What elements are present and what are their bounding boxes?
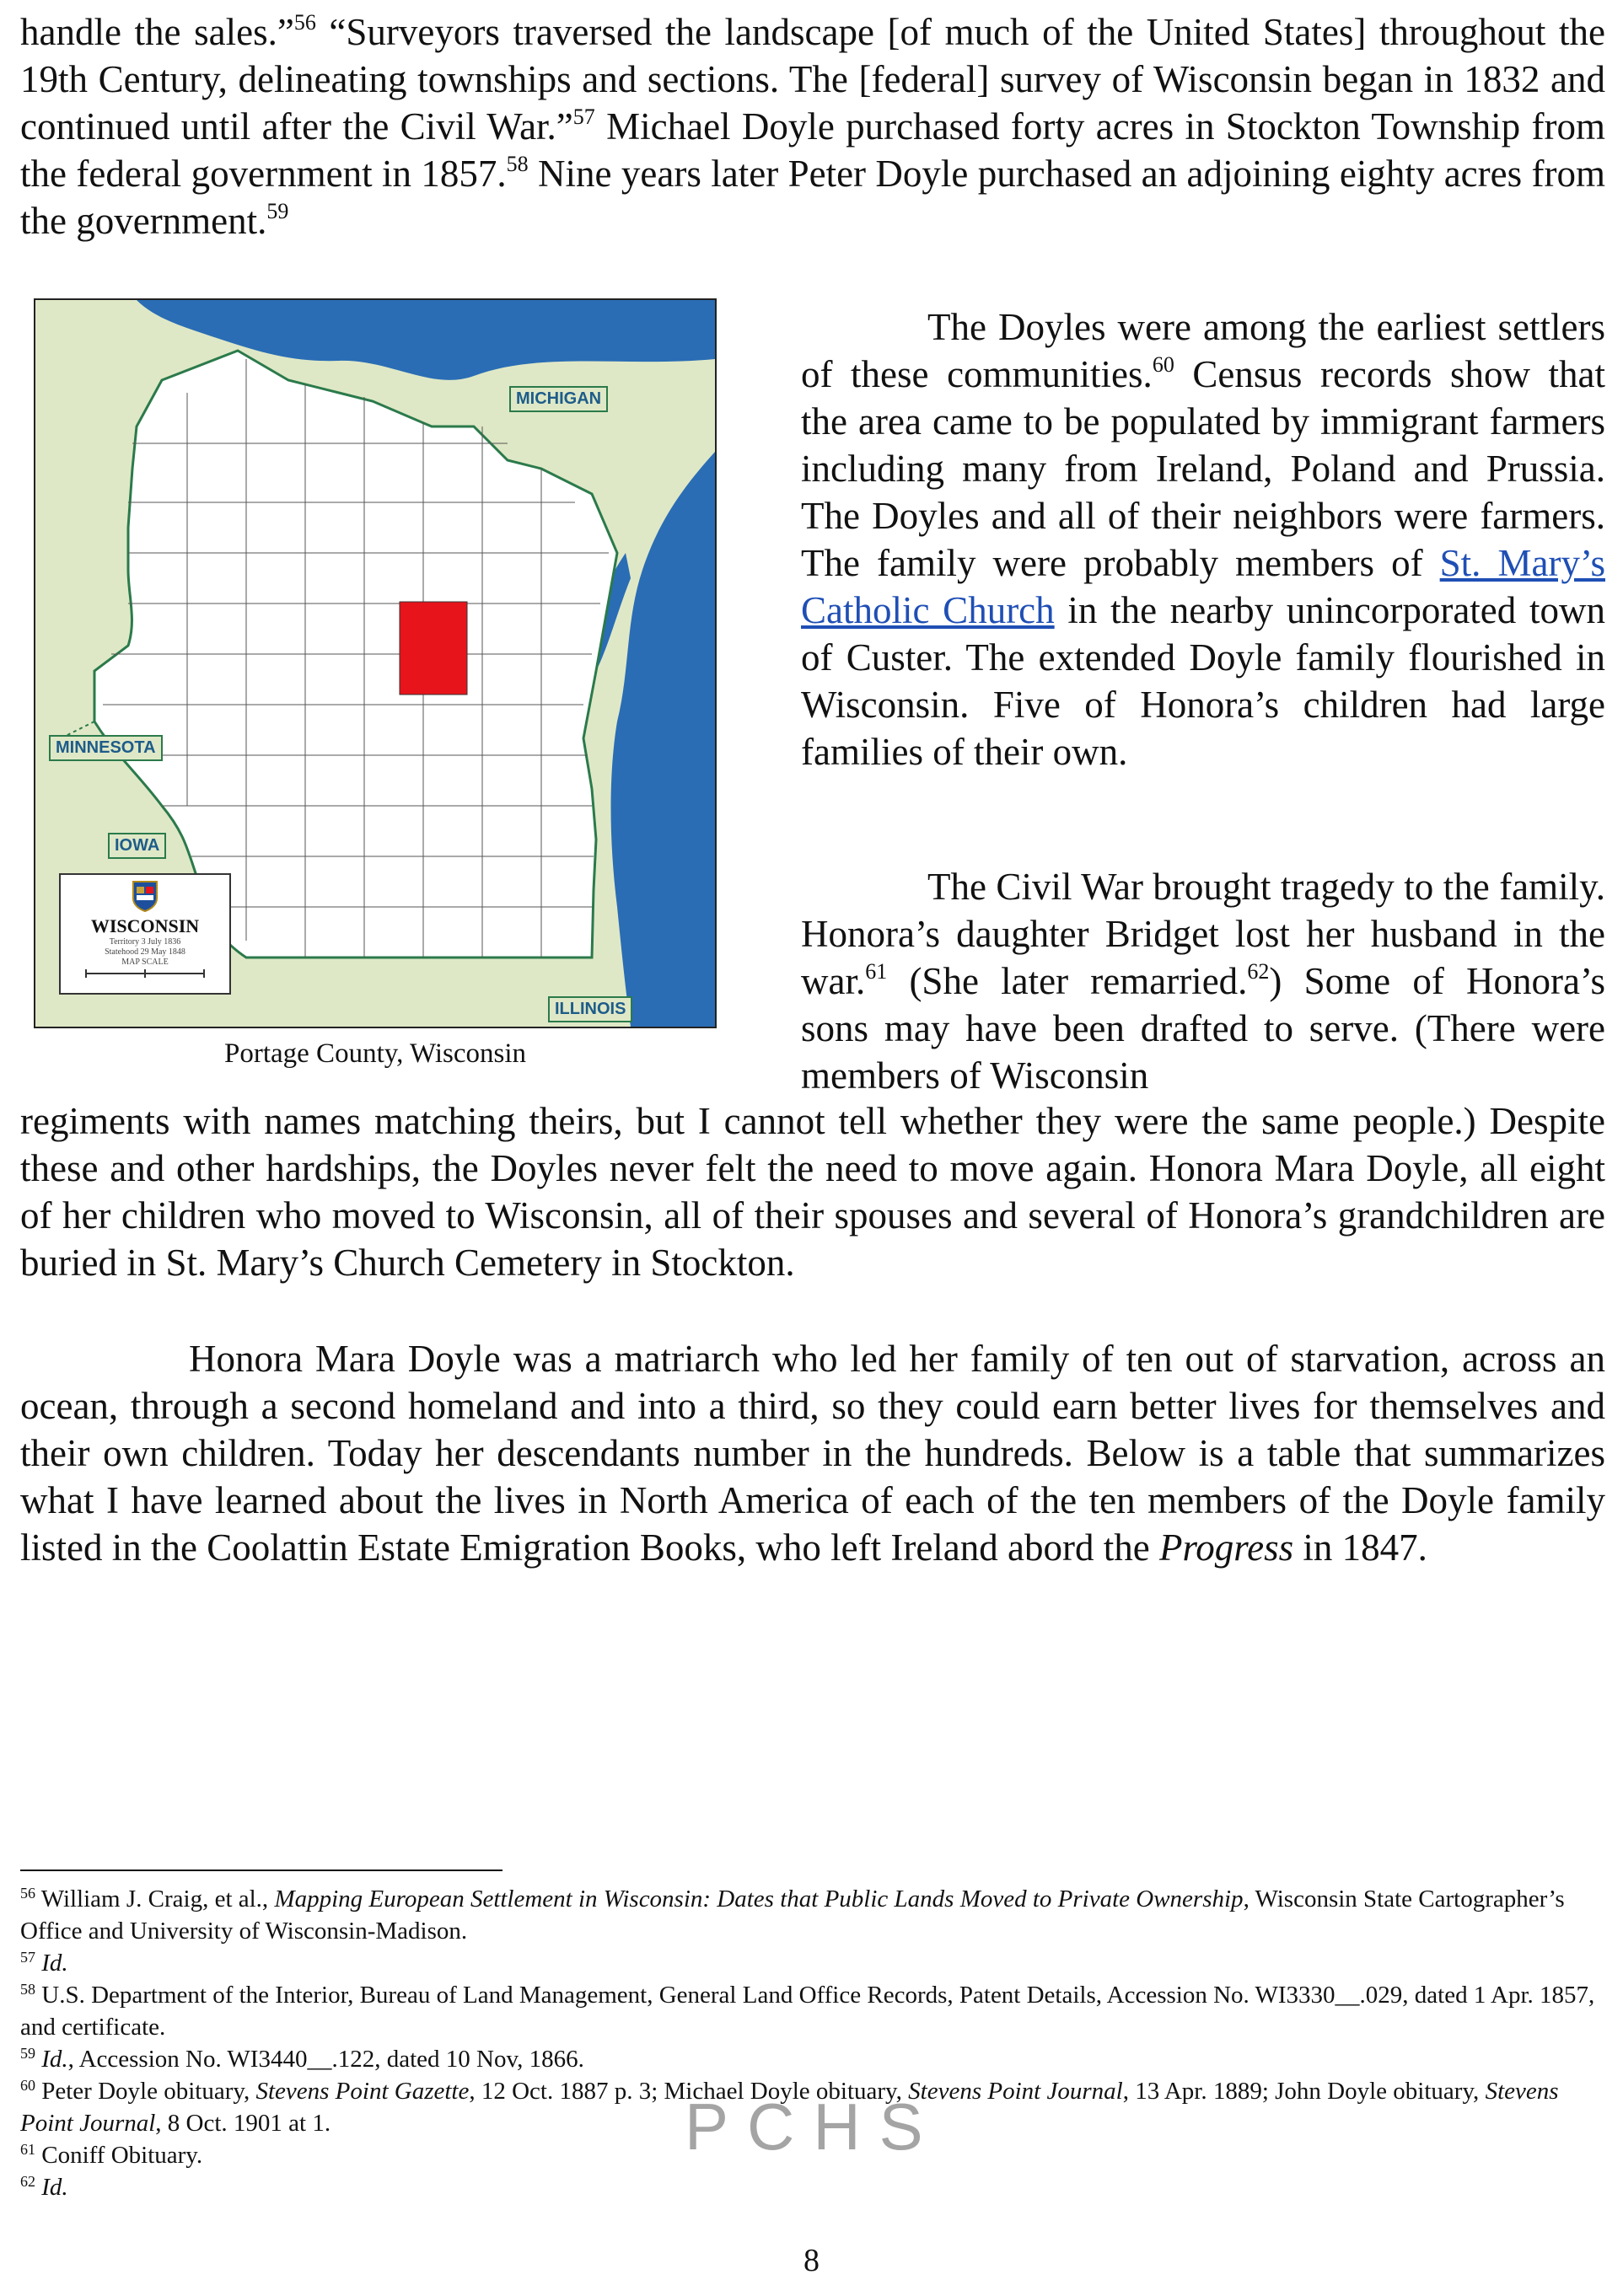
ship-name: Progress (1158, 1526, 1294, 1569)
footnote-ref-58[interactable]: 58 (506, 152, 529, 176)
footnote-title: Id. (41, 2046, 68, 2073)
legend-territory: Territory 3 July 1836 (109, 937, 181, 947)
paragraph-surveyors (20, 8, 1605, 244)
footnote-number: 60 (20, 2077, 35, 2094)
st-marys-church-link[interactable]: St. Mary’s Catholic Church (801, 542, 1605, 631)
footnote-text: Coniff Obituary. (41, 2142, 203, 2169)
footnote-ref-59[interactable]: 59 (266, 199, 289, 223)
footnote-title: Stevens Point Journal (908, 2078, 1123, 2105)
footnote-title: Mapping European Settlement in Wisconsin: Dates that Public Lands Moved to Private Ownership (274, 1886, 1244, 1912)
wisconsin-seal-icon (130, 880, 160, 912)
footnote-ref-56[interactable]: 56 (293, 10, 316, 35)
footnote-divider (20, 1870, 502, 1871)
text-run: Michael Doyle purchased forty acres in Stockton Township from the federal government in 1857. (20, 105, 1605, 195)
text-run: The Doyles were among the earliest settlers of these communities. (801, 306, 1605, 395)
footnote-ref-61[interactable]: 61 (865, 959, 888, 984)
label-iowa: IOWA (108, 833, 166, 859)
footnote-59 (20, 2043, 1605, 2075)
footnote-56 (20, 1883, 1605, 1947)
text-run: The Civil War brought tragedy to the family. Honora’s daughter Bridget lost her husband in the war. (801, 866, 1605, 1002)
paragraph-civil-war (801, 863, 1605, 1099)
text-run: Nine years later Peter Doyle purchased an adjoining eighty acres from the government. (20, 153, 1605, 242)
text-run: Census records show that the area came to be populated by immigrant farmers including many from Ireland, Poland and Prussia. The Doyles and all of their neighbors were farmers. The family were probably members of (801, 353, 1606, 584)
label-illinois: ILLINOIS (548, 996, 632, 1022)
text-run: Honora Mara Doyle was a matriarch who led her family of ten out of starvation, across an ocean, through a second homeland and into a third, so they could earn better lives for themselves and their own children. Today her descendants number in the hundreds. Below is a table that summarizes what I have learned about the lives in North America of each of the ten members of the Doyle family listed in the Coolattin Estate Emigration Books, who left Ireland abord the (20, 1338, 1605, 1569)
text-run: handle the sales.” (20, 11, 294, 53)
map-caption: Portage County, Wisconsin (224, 1038, 526, 1069)
map-legend (59, 873, 231, 995)
footnote-title: Stevens Point Gazette (255, 2078, 470, 2105)
pchs-watermark: PCHS (685, 2089, 942, 2164)
wisconsin-map (34, 298, 717, 1028)
footnote-number: 56 (20, 1885, 35, 1902)
footnote-text: U.S. Department of the Interior, Bureau of Land Management, General Land Office Records, Patent Details, Accession No. WI3330__.029, dated 1 Apr. 1857, and certificate. (20, 1982, 1595, 2041)
footnote-number: 59 (20, 2045, 35, 2062)
footnote-number: 58 (20, 1981, 35, 1998)
footnote-text: , 12 Oct. 1887 p. 3; Michael Doyle obituary, (469, 2078, 909, 2105)
legend-statehood: Statehood 29 May 1848 (105, 947, 185, 957)
footnote-text: , 13 Apr. 1889; John Doyle obituary, (1122, 2078, 1486, 2105)
footnote-number: 62 (20, 2173, 35, 2190)
footnote-ref-60[interactable]: 60 (1152, 352, 1174, 377)
footnote-number: 61 (20, 2141, 35, 2158)
footnote-text: , 8 Oct. 1901 at 1. (155, 2110, 331, 2137)
footnote-57 (20, 1947, 1605, 1979)
page-number: 8 (803, 2243, 820, 2278)
footnote-ref-62[interactable]: 62 (1247, 959, 1270, 984)
footnote-text: Peter Doyle obituary, (41, 2078, 256, 2105)
text-run: ) Some of Honora’s sons may have been drafted to serve. (There were members of Wisconsin (801, 960, 1605, 1097)
paragraph-civil-war-continued (20, 1097, 1605, 1286)
paragraph-matriarch (20, 1335, 1605, 1571)
footnote-text: , Wisconsin State Cartographer’s Office and University of Wisconsin-Madison. (20, 1886, 1565, 1945)
legend-title: WISCONSIN (90, 915, 200, 936)
footnote-number: 57 (20, 1949, 35, 1966)
footnote-58 (20, 1979, 1605, 2043)
legend-scale: MAP SCALE (121, 958, 169, 967)
footnote-text: William J. Craig, et al., (40, 1886, 275, 1912)
scale-bar-icon (78, 968, 212, 979)
footnote-text: , Accession No. WI3440__.122, dated 10 Nov, 1866. (67, 2046, 584, 2073)
footnote-62 (20, 2171, 1605, 2203)
footnote-title: Stevens Point Journal (20, 2078, 1559, 2137)
paragraph-settlers (801, 303, 1605, 775)
footnote-title: Id. (41, 1950, 68, 1977)
text-run: (She later remarried. (887, 960, 1248, 1002)
footnote-title: Id. (41, 2174, 68, 2201)
portage-county-highlight[interactable] (400, 602, 467, 695)
text-run: regiments with names matching theirs, but I cannot tell whether they were the same people.) Despite these and other hardships, the Doyles never felt the need to move again. Honora Mara Doyle, all eight of her children who moved to Wisconsin, all of their spouses and several of Honora’s grandchildren are buried in St. Mary’s Church Cemetery in Stockton. (20, 1100, 1605, 1284)
label-minnesota: MINNESOTA (49, 735, 163, 761)
wisconsin-map-figure (34, 298, 717, 1070)
text-run: in 1847. (1293, 1526, 1427, 1569)
text-run: “Surveyors traversed the landscape [of much of the United States] throughout the 19th Century, delineating townships and sections. The [federal] survey of Wisconsin began in 1832 and continued until after the Civil War.” (20, 11, 1605, 148)
footnote-ref-57[interactable]: 57 (572, 105, 595, 129)
text-run: in the nearby unincorporated town of Custer. The extended Doyle family flourished in Wisconsin. Five of Honora’s children had large families of their own. (801, 589, 1605, 773)
label-michigan: MICHIGAN (509, 386, 608, 412)
